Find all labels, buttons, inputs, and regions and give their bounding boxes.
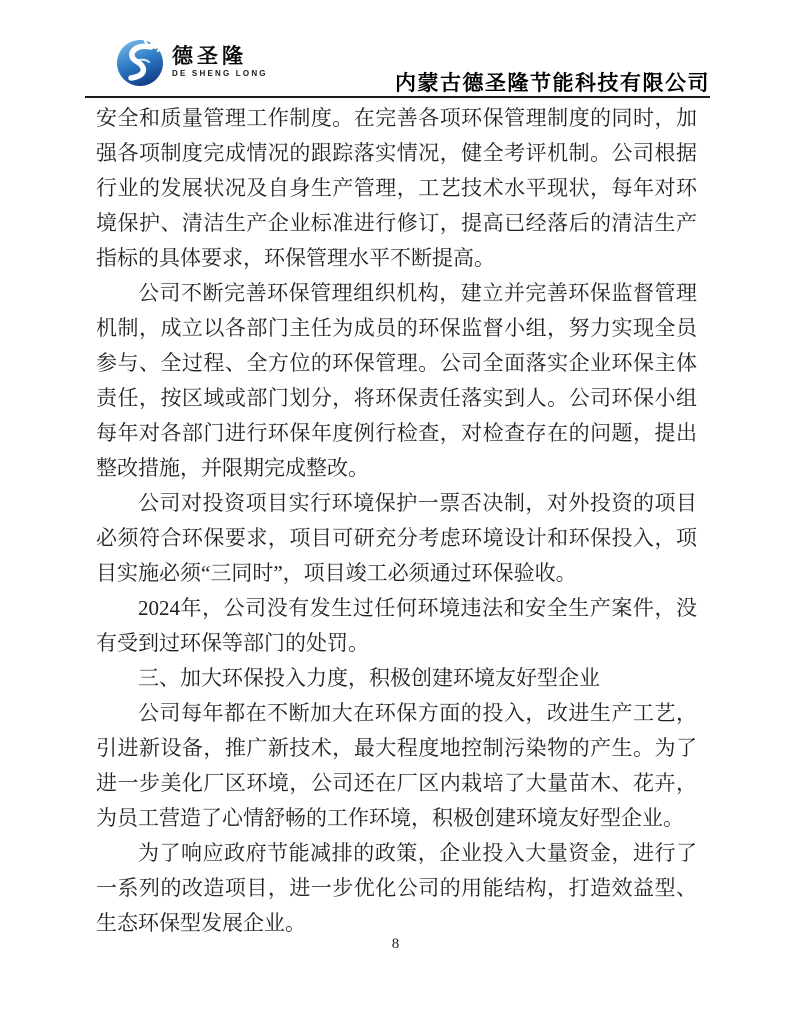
body-paragraph: 公司不断完善环保管理组织机构，建立并完善环保监督管理机制，成立以各部门主任为成员的环保监督小组，努力实现全员参与、全过程、全方位的环保管理。公司全面落实企业环保主体责任，按区域或部门划分，将环保责任落实到人。公司环保小组每年对各部门进行环保年度例行检查，对检查存在的问题，提出整改措施，并限期完成整改。 (96, 281, 697, 480)
section-heading: 三、加大环保投入力度，积极创建环境友好型企业 (138, 666, 600, 690)
dragon-s-emblem-icon (115, 35, 167, 88)
body-paragraph: 2024年，公司没有发生过任何环境违法和安全生产案件，没有受到过环保等部门的处罚。 (96, 596, 697, 655)
body-paragraph: 公司对投资项目实行环境保护一票否决制，对外投资的项目必须符合环保要求，项目可研充分考虑环境设计和环保投入，项目实施必须“三同时”，项目竣工必须通过环保验收。 (96, 491, 697, 585)
logo-text (172, 45, 268, 79)
body-paragraph: 安全和质量管理工作制度。在完善各项环保管理制度的同时，加强各项制度完成情况的跟踪落实情况，健全考评机制。公司根据行业的发展状况及自身生产管理，工艺技术水平现状，每年对环境保护、清洁生产企业标准进行修订，提高已经落后的清洁生产指标的具体要求，环保管理水平不断提高。 (96, 106, 697, 270)
header-divider (85, 96, 710, 98)
body-paragraph: 公司每年都在不断加大在环保方面的投入，改进生产工艺，引进新设备，推广新技术，最大程度地控制污染物的产生。为了进一步美化厂区环境，公司还在厂区内栽培了大量苗木、花卉，为员工营造了心情舒畅的工作环境，积极创建环境友好型企业。 (96, 701, 697, 830)
page-number: 8 (391, 936, 400, 952)
company-logo (115, 35, 268, 88)
company-name: 内蒙古德圣隆节能科技有限公司 (395, 71, 710, 95)
logo-name-cn: 德圣隆 (172, 44, 247, 68)
body-paragraph: 为了响应政府节能减排的政策，企业投入大量资金，进行了一系列的改造项目，进一步优化公司的用能结构，打造效益型、生态环保型发展企业。 (96, 841, 697, 935)
document-body (96, 101, 697, 941)
logo-name-en: DE SHENG LONG (172, 68, 268, 78)
